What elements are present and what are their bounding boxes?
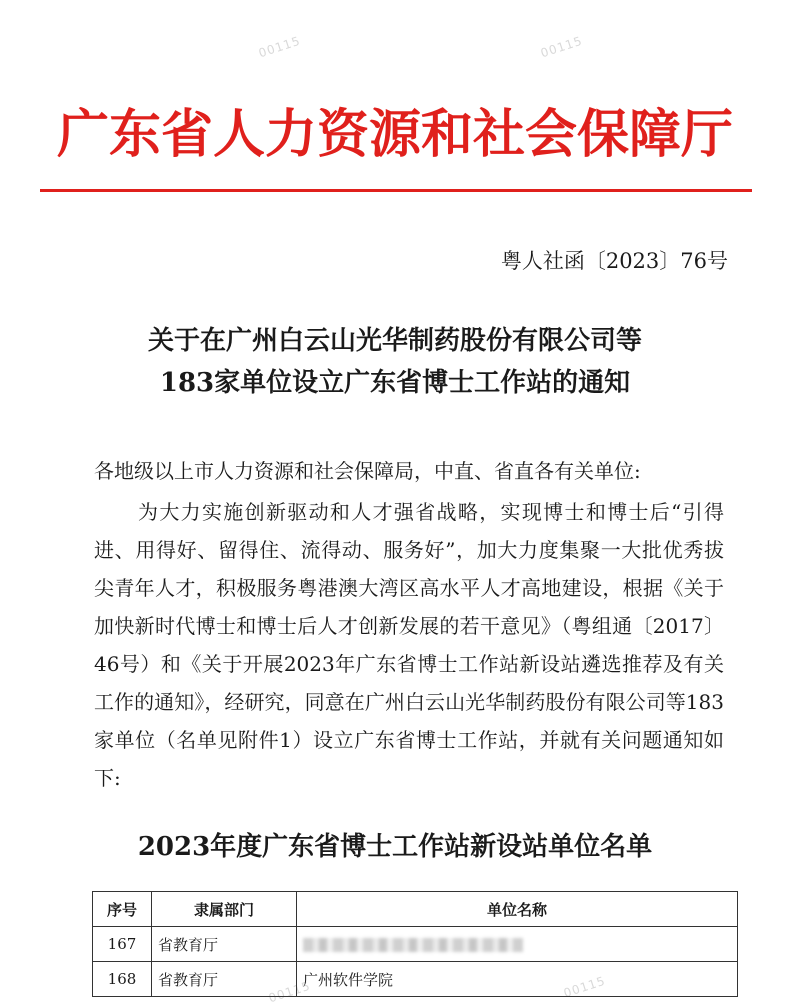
agency-header: 广东省人力资源和社会保障厅 <box>56 104 733 165</box>
row-dept: 省教育厅 <box>152 962 297 997</box>
row-no: 168 <box>93 962 152 997</box>
table-header-row <box>93 892 738 927</box>
table-row <box>93 962 738 997</box>
header-name: 单位名称 <box>297 892 738 927</box>
row-no: 167 <box>93 927 152 962</box>
red-divider-line <box>40 189 752 192</box>
document-title <box>0 320 790 404</box>
title-line-2: 183家单位设立广东省博士工作站的通知 <box>159 368 631 398</box>
table-row <box>93 927 738 962</box>
title-line-1: 关于在广州白云山光华制药股份有限公司等 <box>147 326 642 356</box>
row-name-redacted <box>297 927 738 962</box>
header-no: 序号 <box>93 892 152 927</box>
header-dept: 隶属部门 <box>152 892 297 927</box>
row-name: 广州软件学院 <box>297 962 738 997</box>
redaction-blur <box>303 938 523 952</box>
watermark: 00115 <box>561 973 608 1001</box>
watermark: 00115 <box>538 33 585 61</box>
list-title: 2023年度广东省博士工作站新设站单位名单 <box>137 832 653 862</box>
watermark: 00115 <box>266 978 313 1005</box>
addressee: 各地级以上市人力资源和社会保障局，中直、省直各有关单位: <box>94 459 641 483</box>
body-paragraph: 为大力实施创新驱动和人才强省战略，实现博士和博士后“引得进、用得好、留得住、流得动、服务好”，加大力度集聚一大批优秀拔尖青年人才，积极服务粤港澳大湾区高水平人才高地建设，根据《关于加快新时代博士和博士后人才创新发展的若干意见》（粤组通〔2017〕46号）和《关于开展2023年广东省博士工作站新设站遴选推荐及有关工作的通知》，经研究，同意在广州白云山光华制药股份有限公司等183家单位（名单见附件1）设立广东省博士工作站，并就有关问题通知如下: <box>94 500 724 790</box>
watermark: 00115 <box>256 33 303 61</box>
document-number: 粤人社函〔2023〕76号 <box>500 249 728 273</box>
units-table <box>92 891 738 997</box>
row-dept: 省教育厅 <box>152 927 297 962</box>
